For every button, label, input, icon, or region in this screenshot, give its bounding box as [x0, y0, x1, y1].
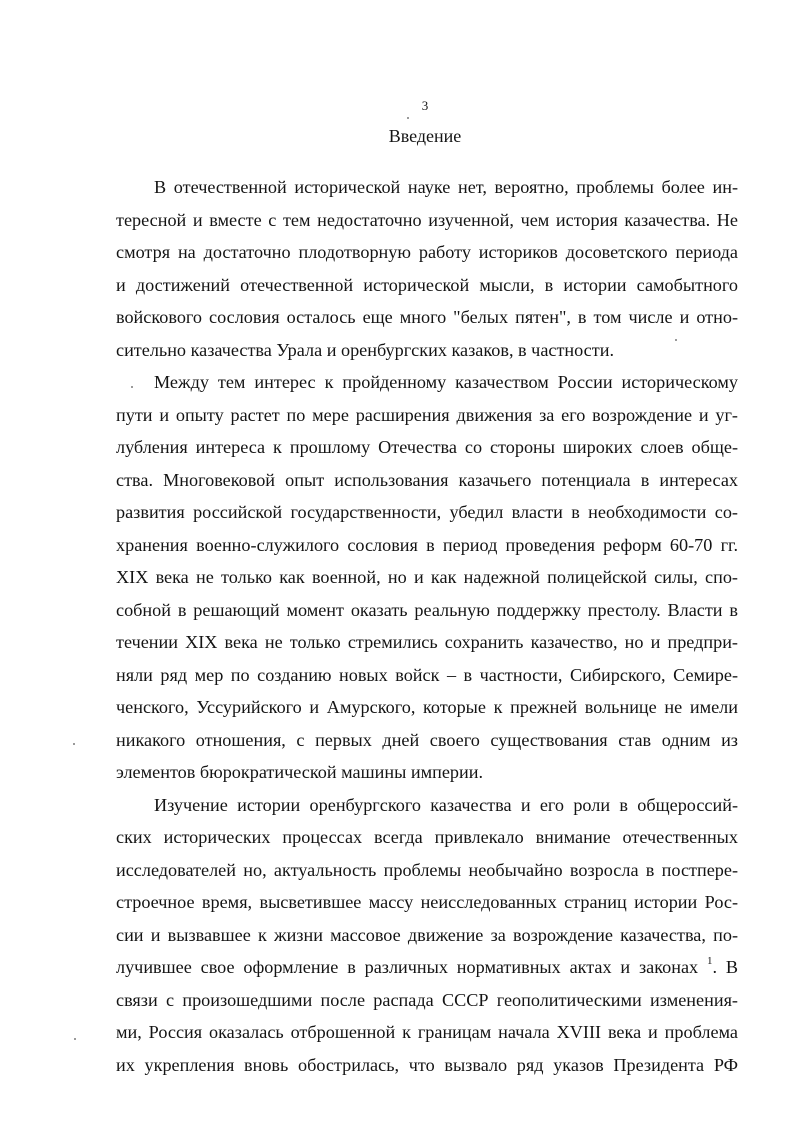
text-line: XIX века не только как военной, но и как надежной полицейской силы, спо-: [116, 567, 738, 587]
scan-speck: [675, 339, 677, 341]
text-line: течении XIX века не только стремились сохранить казачество, но и предпри-: [116, 632, 738, 652]
text-line: развития российской государственности, убедил власти в необходимости со-: [116, 502, 738, 522]
scan-speck: [74, 1038, 76, 1040]
text-line: сии и вызвавшее к жизни массовое движение за возрождение казачества, по-: [116, 924, 738, 945]
text-line: пути и опыту растет по мере расширения движения за его возрождение и уг-: [116, 404, 738, 425]
scan-speck: [131, 386, 133, 388]
text-line: Изучение истории оренбургского казачества и его роли в общероссий-: [154, 794, 738, 815]
text-line: лубления интереса к прошлому Отечества со стороны широких слоев обще-: [116, 437, 738, 457]
text-line: никакого отношения, с первых дней своего существования став одним из: [116, 729, 738, 750]
paragraph-3: [116, 794, 738, 1087]
text-line: В отечественной исторической науке нет, вероятно, проблемы более ин-: [154, 177, 738, 197]
text-line: исследователей но, актуальность проблемы необычайно возросла в постпере-: [116, 859, 738, 880]
text-line: ми, Россия оказалась отброшенной к границам начала XVIII века и проблема: [116, 1022, 738, 1042]
text-line: их укрепления вновь обострилась, что вызвало ряд указов Президента РФ: [116, 1054, 738, 1075]
footnote-marker: 1: [706, 954, 713, 967]
text-line: войскового сословия осталось еще много "белых пятен", в том числе и отно-: [116, 307, 738, 327]
scan-speck: [73, 743, 75, 745]
text-line: строечное время, высветившее массу неисследованных страниц истории Рос-: [116, 892, 738, 912]
page-number: 3: [421, 98, 429, 113]
text-line: и достижений отечественной исторической мысли, в истории самобытного: [116, 274, 738, 295]
text-line-end: . В: [712, 957, 738, 977]
text-line-start: лучившее свое оформление в различных нормативных актах и законах: [116, 957, 699, 977]
paragraph-2: [116, 371, 738, 794]
text-line: ченского, Уссурийского и Амурского, которые к прежней вольнице не имели: [116, 697, 738, 717]
text-line: сительно казачества Урала и оренбургских казаков, в частности.: [116, 339, 614, 360]
text-line: собной в решающий момент оказать реальную поддержку престолу. Власти в: [116, 599, 738, 620]
text-line: ских исторических процессах всегда привлекало внимание отечественных: [116, 827, 738, 847]
text-line: хранения военно-служилого сословия в период проведения реформ 60-70 гг.: [116, 534, 738, 555]
section-title: Введение: [388, 126, 462, 146]
text-line: Между тем интерес к пройденному казачеством России историческому: [154, 372, 738, 392]
text-line: няли ряд мер по созданию новых войск – в частности, Сибирского, Семире-: [116, 664, 738, 685]
paragraph-1: [116, 176, 738, 371]
text-line: ства. Многовековой опыт использования казачьего потенциала в интересах: [116, 469, 738, 490]
text-line: элементов бюрократической машины империи.: [116, 762, 483, 782]
text-line-with-footnote: [116, 956, 738, 989]
body-text: [116, 176, 738, 1086]
text-line: тересной и вместе с тем недостаточно изученной, чем история казачества. Не: [116, 209, 738, 230]
text-line: смотря на достаточно плодотворную работу историков досоветского периода: [116, 242, 738, 262]
text-line: связи с произошедшими после распада СССР геополитическими изменения-: [116, 989, 738, 1010]
scan-speck: [407, 117, 409, 119]
